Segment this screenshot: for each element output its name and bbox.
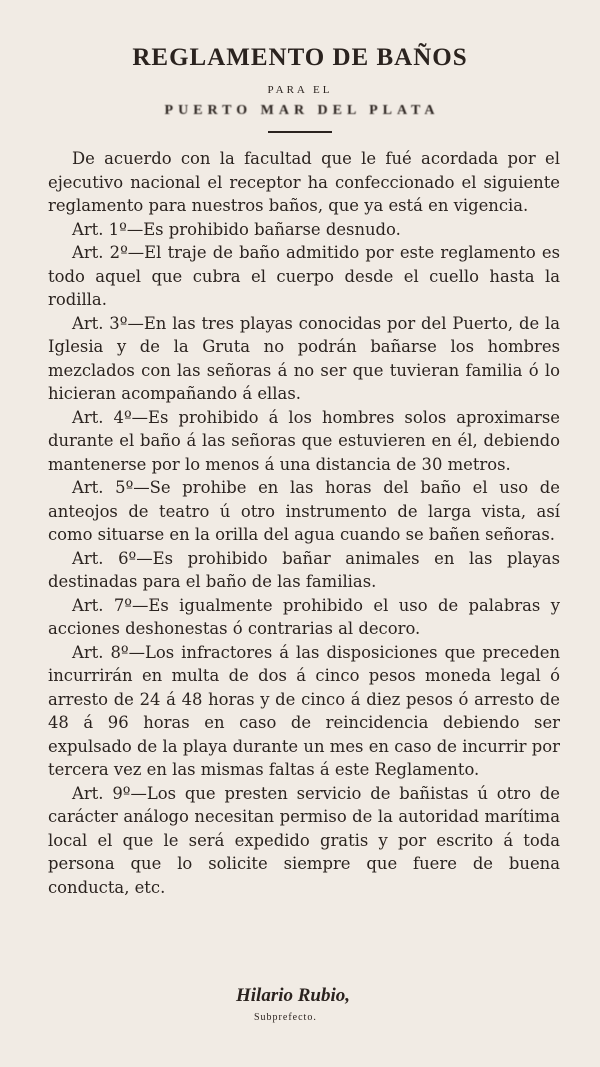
article-1: Art. 1º—Es prohibido bañarse desnudo. bbox=[72, 219, 401, 239]
document-subtitle: PARA EL bbox=[267, 84, 333, 96]
article-9: Art. 9º—Los que presten servicio de bañistas ú otro de carácter análogo necesitan permiso de la autoridad marítima local el que le será expedido gratis y por escrito á toda persona que lo solicite siempre que fuere de buena conducta, etc. bbox=[48, 783, 560, 897]
intro-paragraph: De acuerdo con la facultad que le fué acordada por el ejecutivo nacional el receptor ha confeccionado el siguiente reglamento para nuestros baños, que ya está en vigencia. bbox=[48, 149, 560, 215]
article-5: Art. 5º—Se prohibe en las horas del baño el uso de anteojos de teatro ú otro instrumento de larga vista, así como situarse en la orilla del agua cuando se bañen señoras. bbox=[48, 478, 560, 544]
article-6: Art. 6º—Es prohibido bañar animales en las playas destinadas para el baño de las familias. bbox=[48, 548, 560, 591]
article-7: Art. 7º—Es igualmente prohibido el uso de palabras y acciones deshonestas ó contrarias al decoro. bbox=[48, 595, 560, 638]
document-title: REGLAMENTO DE BAÑOS bbox=[132, 44, 468, 71]
article-3: Art. 3º—En las tres playas conocidas por del Puerto, de la Iglesia y de la Gruta no podrán bañarse los hombres mezclados con las señoras á no ser que tuvieran familia ó lo hicieran acompañando á ellas. bbox=[48, 313, 560, 403]
signature: Hilario Rubio, bbox=[236, 985, 351, 1006]
document-body bbox=[48, 147, 560, 899]
document-place: PUERTO MAR DEL PLATA bbox=[164, 103, 440, 118]
title-divider bbox=[268, 131, 332, 133]
article-4: Art. 4º—Es prohibido á los hombres solos aproximarse durante el baño á las señoras que estuvieren en él, debiendo mantenerse por lo menos á una distancia de 30 metros. bbox=[48, 407, 560, 474]
article-8: Art. 8º—Los infractores á las disposiciones que preceden incurrirán en multa de dos á cinco pesos moneda legal ó arresto de 24 á 48 horas y de cinco á diez pesos ó arresto de 48 á 96 horas en caso de reincidencia debiendo ser expulsado de la playa durante un mes en caso de incurrir por tercera vez en las mismas faltas á este Reglamento. bbox=[48, 642, 560, 779]
signature-role: Subprefecto. bbox=[254, 1012, 317, 1023]
article-2: Art. 2º—El traje de baño admitido por este reglamento es todo aquel que cubra el cuerpo desde el cuello hasta la rodilla. bbox=[48, 243, 560, 309]
